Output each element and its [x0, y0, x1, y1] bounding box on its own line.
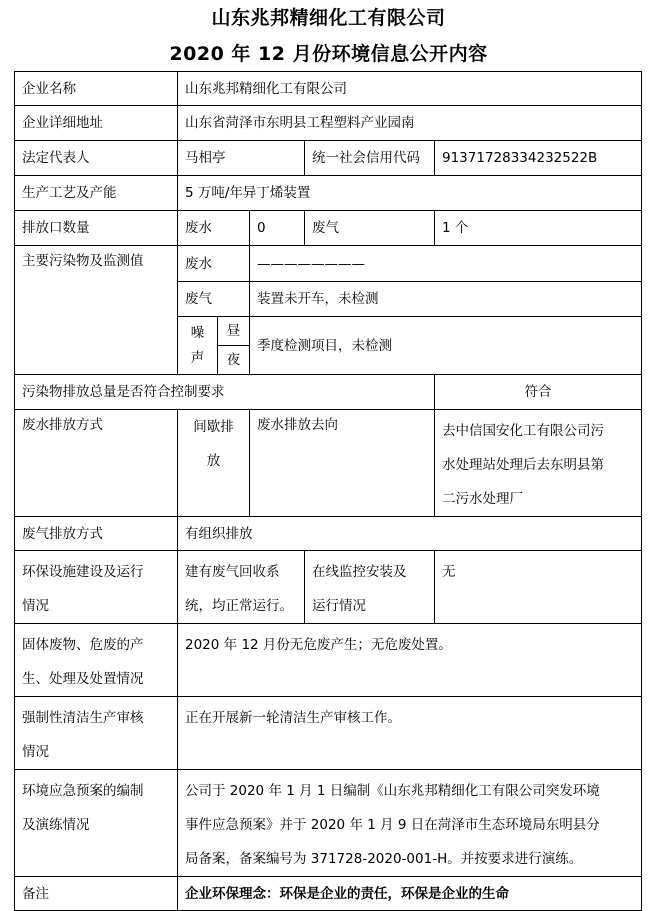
outlet-gas-value: 1 个 [435, 211, 642, 246]
solid-waste-label-line-2: 生、处理及处置情况 [22, 671, 144, 687]
row-emergency-plan [15, 770, 642, 877]
noise-label-char-2: 声 [190, 349, 205, 366]
clean-production-label-line-1: 强制性清洁生产审核 [22, 710, 144, 726]
address-label: 企业详细地址 [15, 106, 178, 141]
clean-production-label-line-2: 情况 [22, 744, 49, 760]
noise-value: 季度检测项目，未检测 [250, 317, 642, 375]
row-legal-rep [15, 141, 642, 176]
solid-waste-label-line-1: 固体废物、危废的产 [22, 637, 144, 653]
emergency-plan-value [178, 770, 642, 877]
row-solid-waste [15, 624, 642, 697]
credit-code-value: 91371728334232522В [435, 141, 642, 176]
clean-production-value: 正在开展新一轮清洁生产审核工作。 [178, 697, 642, 770]
pollutant-water-label: 废水 [178, 246, 250, 282]
wastewater-dest-value [435, 410, 642, 517]
wastewater-dest-line-1: 去中信国安化工有限公司污 [442, 423, 604, 439]
emergency-plan-line-3: 局备案，备案编号为 371728-2020-001-H。并按要求进行演练。 [185, 851, 583, 867]
facility-label-line-2: 情况 [22, 598, 49, 614]
noise-day-label: 昼 [218, 317, 250, 346]
row-facility [15, 551, 642, 624]
row-address [15, 106, 642, 141]
solid-waste-label [15, 624, 178, 697]
emergency-plan-line-1: 公司于 2020 年 1 月 1 日编制《山东兆邦精细化工有限公司突发环境 [185, 783, 600, 799]
facility-label [15, 551, 178, 624]
emergency-plan-label [15, 770, 178, 877]
pollutant-label: 主要污染物及监测值 [15, 246, 178, 375]
wastewater-mode-label: 废水排放方式 [15, 410, 178, 517]
row-clean-production [15, 697, 642, 770]
noise-night-label: 夜 [218, 346, 250, 375]
gas-mode-label: 废气排放方式 [15, 517, 178, 551]
emergency-plan-label-line-1: 环境应急预案的编制 [22, 783, 144, 799]
pollutant-gas-label: 废气 [178, 282, 250, 317]
row-total-emission [15, 375, 642, 410]
wastewater-mode-line-2: 放 [206, 453, 221, 469]
wastewater-mode-value [178, 410, 250, 517]
total-emission-value: 符合 [435, 375, 642, 410]
total-emission-label: 污染物排放总量是否符合控制要求 [15, 375, 435, 410]
solid-waste-value: 2020 年 12 月份无危废产生；无危废处置。 [178, 624, 642, 697]
row-company-name [15, 72, 642, 106]
emergency-plan-line-2: 事件应急预案》并于 2020 年 1 月 9 日在菏泽市生态环境局东明县分 [185, 817, 600, 833]
disclosure-table [14, 71, 642, 911]
wastewater-mode-line-1: 间歇排 [193, 419, 234, 435]
outlet-water-label: 废水 [178, 211, 250, 246]
process-label: 生产工艺及产能 [15, 176, 178, 211]
clean-production-label [15, 697, 178, 770]
facility-value-line-1: 建有废气回收系 [185, 564, 280, 580]
wastewater-dest-label: 废水排放去向 [250, 410, 435, 517]
emergency-plan-label-line-2: 及演练情况 [22, 817, 90, 833]
online-monitor-label [305, 551, 435, 624]
row-remark [15, 877, 642, 911]
gas-mode-value: 有组织排放 [178, 517, 642, 551]
outlet-label: 排放口数量 [15, 211, 178, 246]
row-gas-mode [15, 517, 642, 551]
pollutant-water-value: ———————— [250, 246, 642, 282]
noise-label [178, 317, 218, 375]
wastewater-dest-line-3: 二污水处理厂 [442, 491, 523, 507]
credit-code-label: 统一社会信用代码 [305, 141, 435, 176]
row-process [15, 176, 642, 211]
address-value: 山东省菏泽市东明县工程塑料产业园南 [178, 106, 642, 141]
row-pollutant-water [15, 246, 642, 282]
company-name-value: 山东兆邦精细化工有限公司 [178, 72, 642, 106]
document-title: 山东兆邦精细化工有限公司 [211, 7, 446, 29]
remark-label: 备注 [15, 877, 178, 911]
outlet-gas-label: 废气 [305, 211, 435, 246]
online-monitor-value: 无 [435, 551, 642, 624]
noise-label-char-1: 噪 [190, 324, 205, 341]
facility-label-line-1: 环保设施建设及运行 [22, 564, 144, 580]
online-monitor-label-line-2: 运行情况 [312, 598, 366, 614]
company-name-label: 企业名称 [15, 72, 178, 106]
row-wastewater [15, 410, 642, 517]
outlet-water-value: 0 [250, 211, 305, 246]
legal-rep-value: 马相亭 [178, 141, 305, 176]
document-subtitle: 2020 年 12 月份环境信息公开内容 [169, 43, 488, 65]
pollutant-gas-value: 装置未开车，未检测 [250, 282, 642, 317]
facility-value [178, 551, 305, 624]
wastewater-dest-line-2: 水处理站处理后去东明县第 [442, 457, 604, 473]
remark-value: 企业环保理念：环保是企业的责任，环保是企业的生命 [178, 877, 642, 911]
row-outlets [15, 211, 642, 246]
online-monitor-label-line-1: 在线监控安装及 [312, 564, 407, 580]
facility-value-line-2: 统，均正常运行。 [185, 598, 293, 614]
process-value: 5 万吨/年异丁烯装置 [178, 176, 642, 211]
legal-rep-label: 法定代表人 [15, 141, 178, 176]
